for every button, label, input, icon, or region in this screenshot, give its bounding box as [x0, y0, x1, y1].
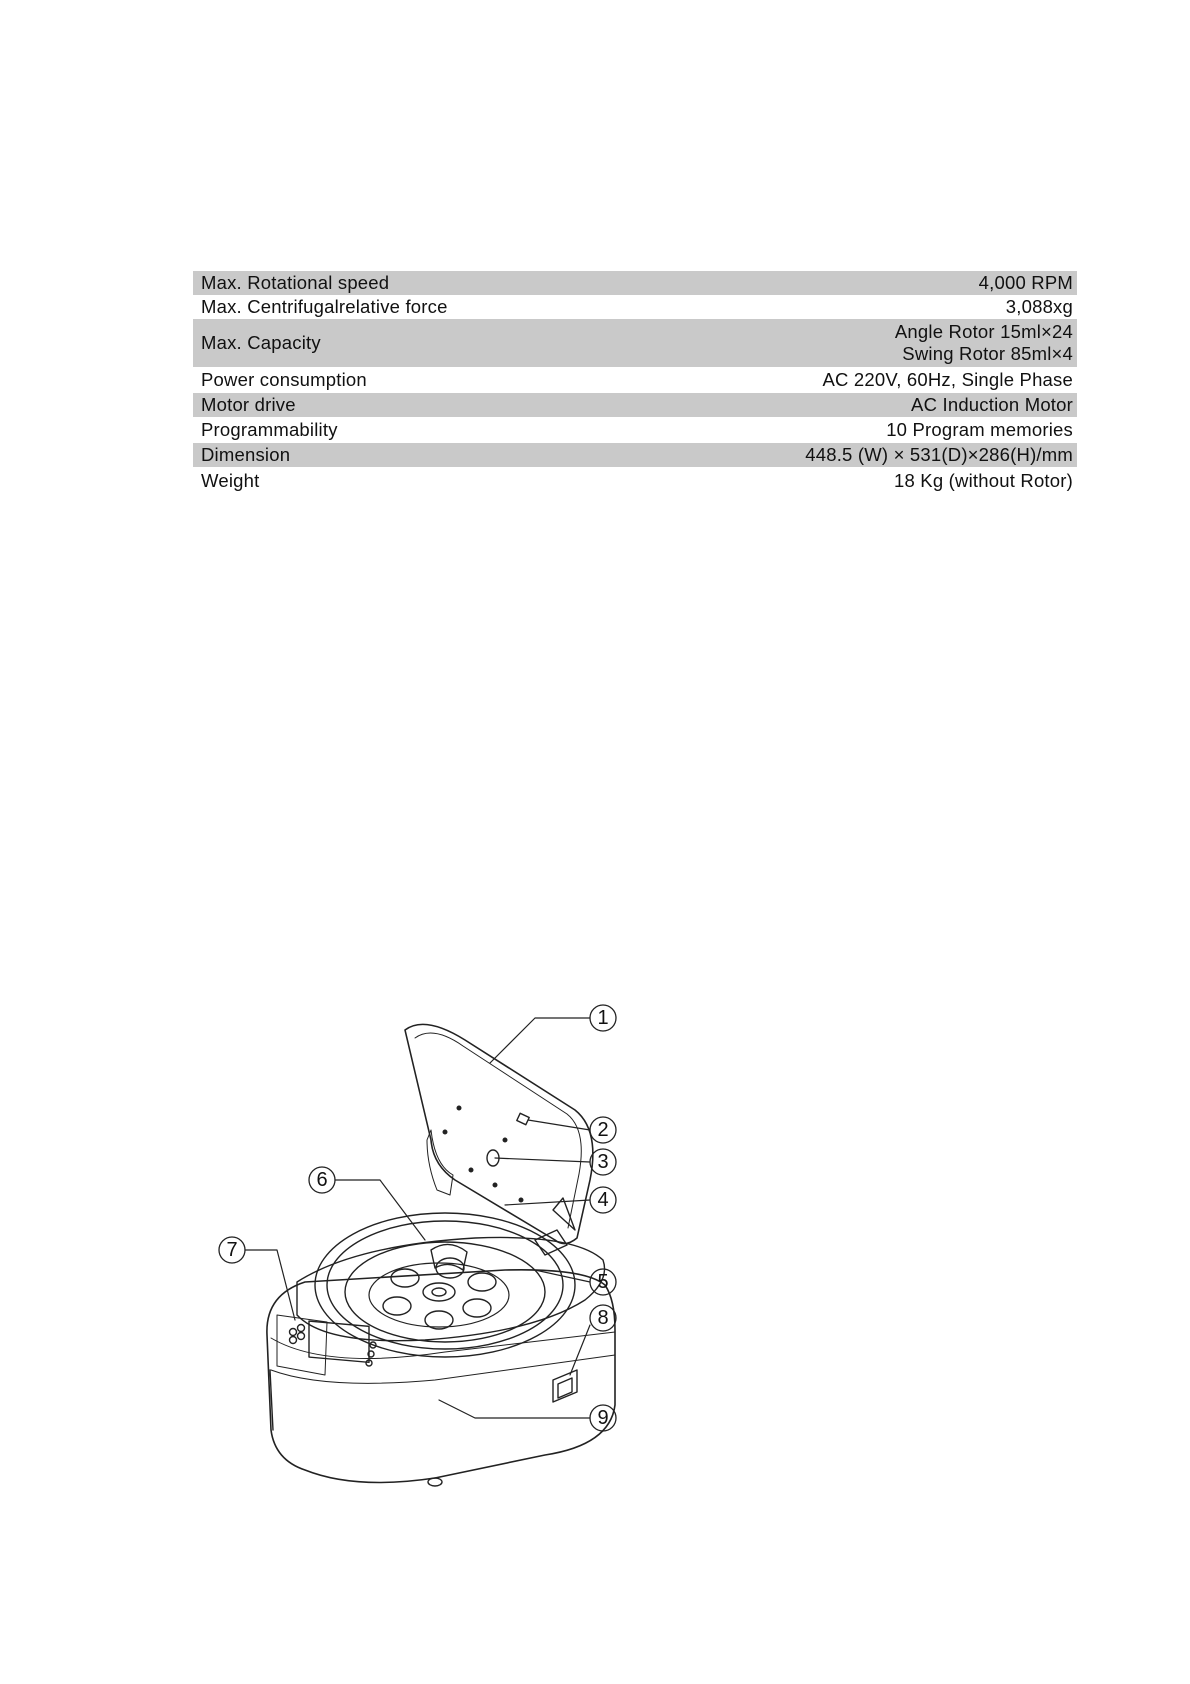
- centrifuge-diagram: [205, 995, 725, 1505]
- spec-value: AC 220V, 60Hz, Single Phase: [822, 369, 1073, 390]
- capacity-swing-rotor: Swing Rotor 85ml×4: [902, 343, 1073, 364]
- svg-text:9: 9: [597, 1407, 609, 1429]
- specifications-table: [193, 271, 1077, 495]
- spec-label: Weight: [201, 470, 260, 491]
- capacity-angle-rotor: Angle Rotor 15ml×24: [894, 321, 1073, 342]
- callout-markers: [219, 1005, 616, 1431]
- spec-row-weight: [193, 467, 1077, 495]
- power-switch: [553, 1370, 577, 1402]
- spec-row-max-capacity: [193, 319, 1077, 367]
- spec-label: Max. Centrifugalrelative force: [201, 296, 448, 317]
- svg-text:5: 5: [597, 1271, 609, 1293]
- callout-4: [590, 1187, 616, 1213]
- spec-value: 448.5 (W) × 531(D)×286(H)/mm: [619, 443, 1077, 467]
- spec-row-dimension: [193, 443, 1077, 467]
- spec-label: Power consumption: [201, 369, 367, 390]
- spec-label: Programmability: [201, 419, 338, 440]
- callout-8: [590, 1305, 616, 1331]
- svg-text:4: 4: [597, 1189, 609, 1211]
- callout-1: [590, 1005, 616, 1031]
- callout-leaders: [245, 1018, 590, 1418]
- spec-value: 18 Kg (without Rotor): [893, 470, 1073, 491]
- spec-value: 3,088xg: [1005, 296, 1073, 317]
- svg-text:7: 7: [226, 1239, 238, 1261]
- spec-row-power: [193, 367, 1077, 393]
- callout-3: [590, 1149, 616, 1175]
- spec-value: AC Induction Motor: [619, 393, 1077, 417]
- spec-row-programmability: [193, 417, 1077, 443]
- rotor: [369, 1244, 509, 1329]
- callout-7: [219, 1237, 245, 1263]
- centrifuge-deck: [297, 1213, 605, 1357]
- spec-value: [619, 319, 1077, 367]
- svg-text:1: 1: [597, 1007, 609, 1029]
- spec-label: Dimension: [193, 443, 619, 467]
- spec-value: 4,000 RPM: [619, 271, 1077, 295]
- spec-row-max-rcf: [193, 295, 1077, 319]
- spec-label: Motor drive: [193, 393, 619, 417]
- spec-label: Max. Capacity: [193, 319, 619, 367]
- svg-text:6: 6: [316, 1169, 328, 1191]
- callout-5: [590, 1269, 616, 1295]
- lid: [405, 1024, 593, 1255]
- callout-2: [590, 1117, 616, 1143]
- svg-text:3: 3: [597, 1151, 609, 1173]
- callout-6: [309, 1167, 335, 1193]
- svg-text:8: 8: [597, 1307, 609, 1329]
- spec-label: Max. Rotational speed: [193, 271, 619, 295]
- svg-text:2: 2: [597, 1119, 609, 1141]
- control-panel: [277, 1315, 376, 1375]
- spec-row-max-speed: [193, 271, 1077, 295]
- spec-value: 10 Program memories: [886, 419, 1073, 440]
- spec-row-motor: [193, 393, 1077, 417]
